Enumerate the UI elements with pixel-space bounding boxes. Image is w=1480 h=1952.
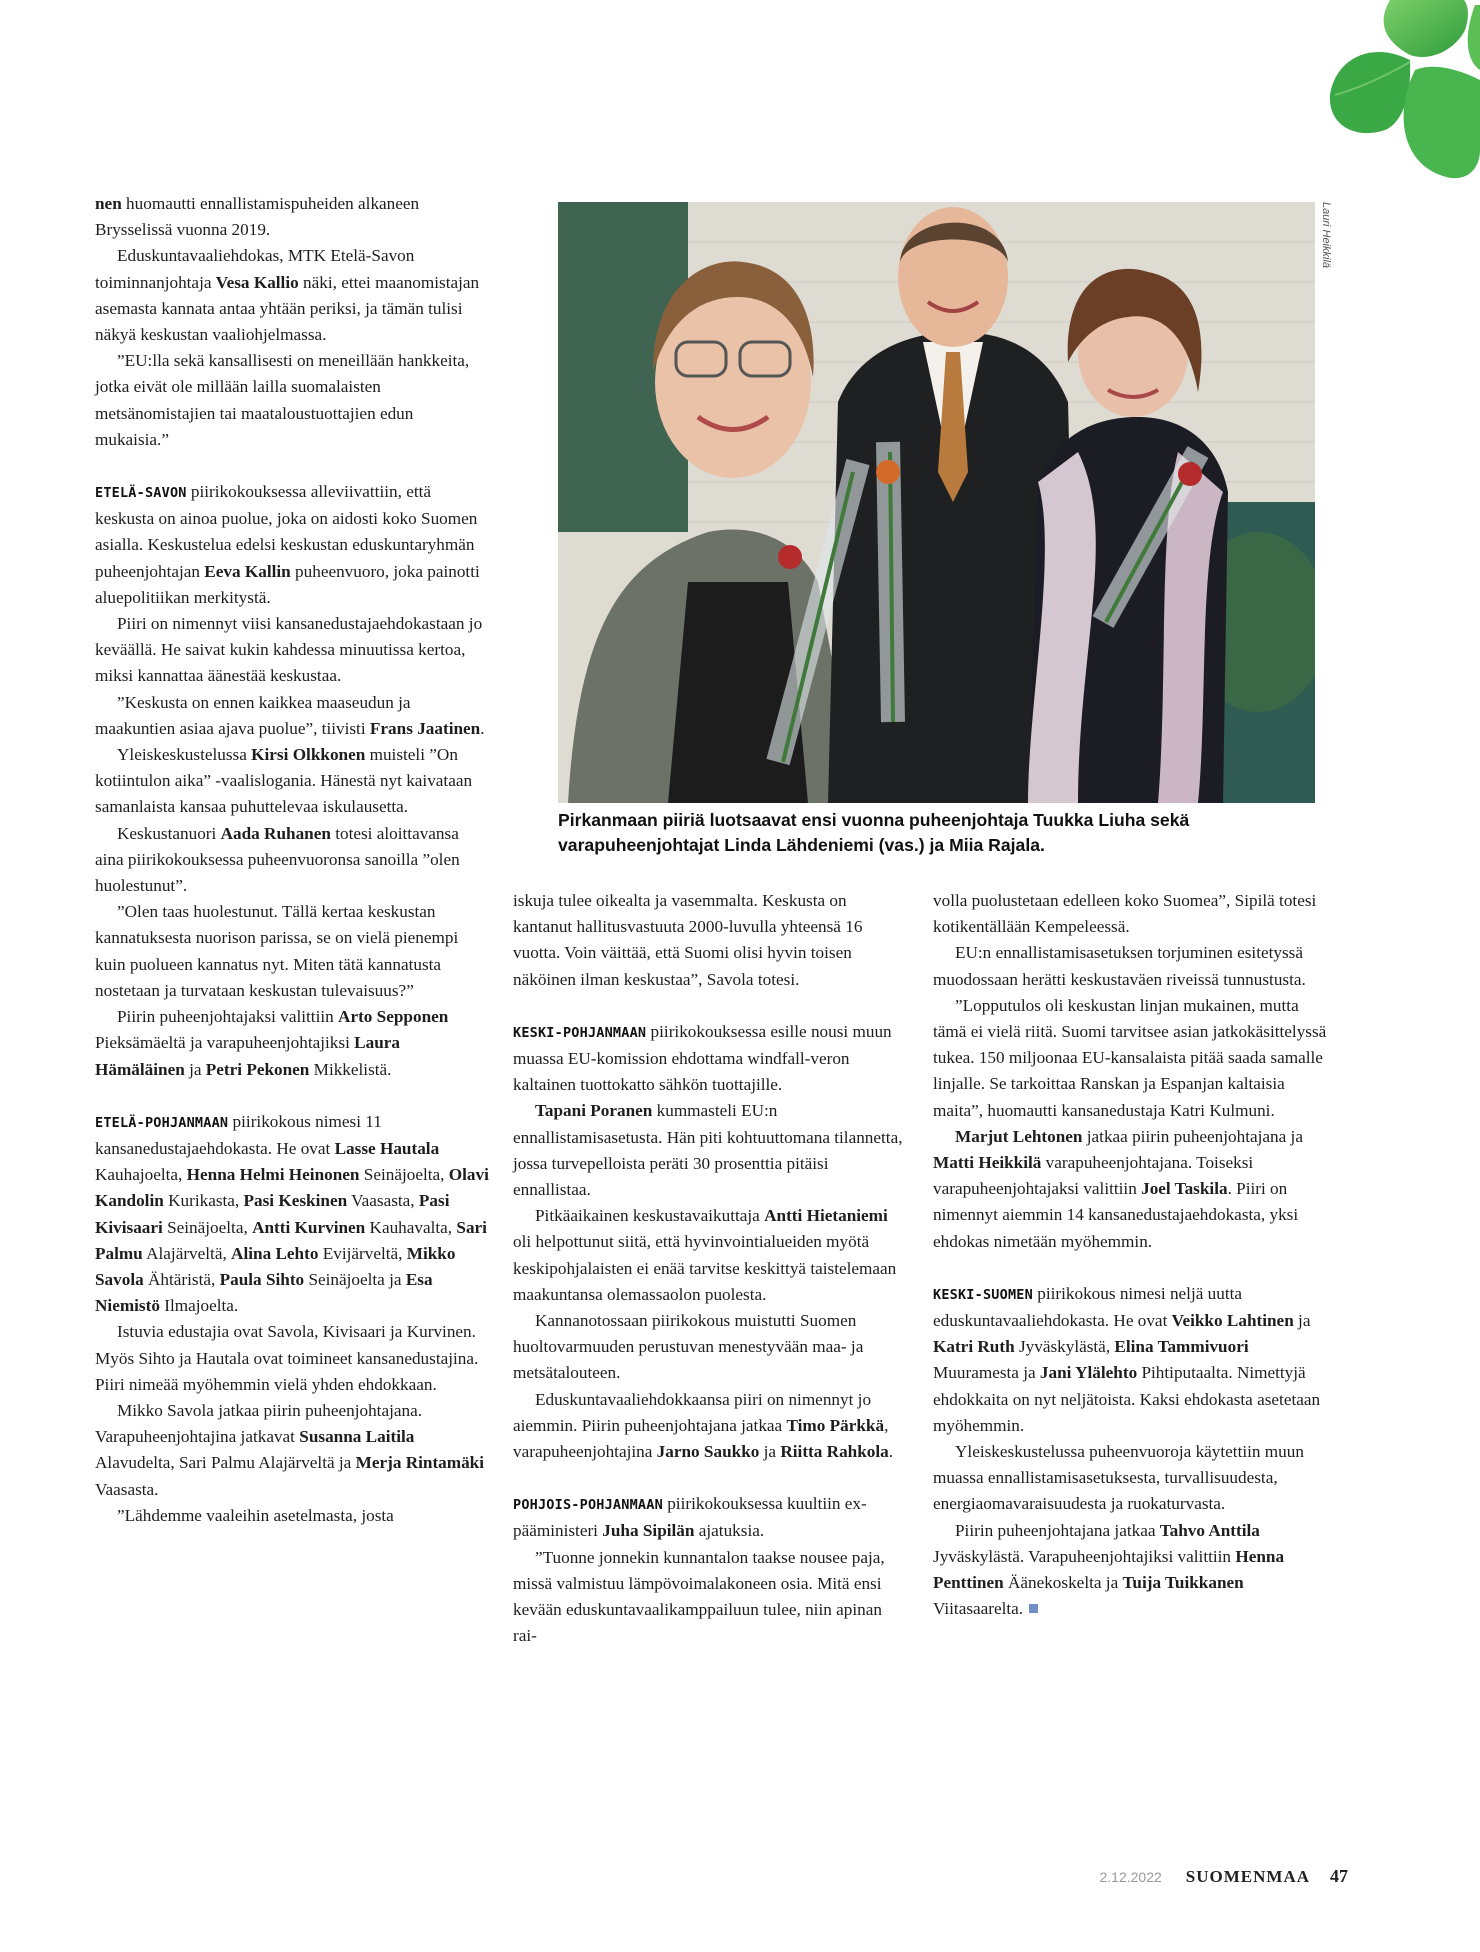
paragraph: Pitkäaikainen keskustavaikuttaja Antti Hietaniemi oli helpottunut siitä, että hyvinvointialueiden myötä keskipohjalaisten ei enää tarvitse keskittyä taistelemaan maakuntansa olemassaolon puolesta. (513, 1206, 897, 1304)
paragraph: nen huomautti ennallistamispuheiden alkaneen Brysselissä vuonna 2019. (95, 194, 420, 240)
quote-paragraph: ”Olen taas huolestunut. Tällä kertaa keskustan kannatuksesta nuorison parissa, se on vielä pienempi kuin puolueen kannatus nyt. Miten tätä kannatusta nostetaan ja turvataan keskustan tulevaisuus?” (95, 902, 459, 1000)
section-paragraph: ETELÄ-POHJANMAAN piirikokous nimesi 11 kansanedustajaehdokasta. He ovat Lasse Hautala Kauhajoelta, Henna Helmi Heinonen Seinäjoelta, Olavi Kandolin Kurikasta, Pasi Keskinen Vaasasta, Pasi Kivisaari Seinäjoelta, Antti Kurvinen Kauhavalta, Sari Palmu Alajärveltä, Alina Lehto Evijärveltä, Mikko Savola Ähtäristä, Paula Sihto Seinäjoelta ja Esa Niemistö Ilmajoelta. (95, 1111, 489, 1316)
section-heading: POHJOIS-POHJANMAAN (513, 1497, 663, 1514)
paragraph: Yleiskeskustelussa Kirsi Olkkonen muisteli ”On kotiintulon aika” -vaalislogania. Hänestä nyt kaivataan samanlaista kansaa puhuttelevaa iskulausetta. (95, 745, 473, 817)
quote-paragraph: ”Tuonne jonnekin kunnantalon taakse nousee paja, missä valmistuu lämpövoimalakoneen osia. Mitä ensi kevään eduskuntavaalikamppailuun tulee, niin apinan rai- (513, 1547, 885, 1646)
paragraph: Eduskuntavaaliehdokkaansa piiri on nimennyt jo aiemmin. Piirin puheenjohtajana jatkaa Timo Pärkkä, varapuheenjohtajina Jarno Saukko ja Riitta Rahkola. (513, 1389, 894, 1462)
quote-paragraph: ”Lopputulos oli keskustan linjan mukainen, mutta tämä ei vielä riitä. Suomi tarvitsee asian jatkokäsittelyssä tukea. 150 miljoonaa EU-kansalaista pitää saada samalle linjalle. Se tarkoittaa Ranskan ja Espanjan kaltaisia maita”, huomautti kansanedustaja Katri Kulmuni. (933, 995, 1327, 1120)
page-number: 47 (1330, 1866, 1348, 1886)
paragraph: Yleiskeskustelussa puheenvuoroja käytettiin muun muassa ennallistamisasetuksesta, turvallisuudesta, energiaomavaraisuudesta ja ruokaturvasta. (933, 1442, 1304, 1514)
photo-credit: Lauri Heikkilä (1320, 202, 1332, 269)
clover-logo-icon (1260, 0, 1480, 215)
section-paragraph: POHJOIS-POHJANMAAN piirikokouksessa kuultiin ex-pääministeri Juha Sipilän ajatuksia. (513, 1494, 867, 1541)
group-photo (558, 202, 1315, 803)
paragraph: Mikko Savola jatkaa piirin puheenjohtajana. Varapuheenjohtajina jatkavat Susanna Laitila Alavudelta, Sari Palmu Alajärveltä ja Merja Rintamäki Vaasasta. (95, 1400, 485, 1499)
paragraph: iskuja tulee oikealta ja vasemmalta. Keskusta on kantanut hallitusvastuuta 2000-luvulla yhteensä 16 vuotta. Voin väittää, että Suomi olisi hyvin toisen näköinen ilman keskustaa”, Savola totesi. (513, 891, 863, 989)
paragraph: Piirin puheenjohtajana jatkaa Tahvo Anttila Jyväskylästä. Varapuheenjohtajiksi valittiin Henna Penttinen Äänekoskelta ja Tuija Tuikkanen Viitasaarelta. (933, 1520, 1285, 1619)
paragraph: Keskustanuori Aada Ruhanen totesi aloittavansa aina piirikokouksessa puheenvuoronsa sanoilla ”olen huolestunut”. (95, 823, 460, 896)
section-paragraph: KESKI-SUOMEN piirikokous nimesi neljä uutta eduskuntavaaliehdokasta. He ovat Veikko Lahtinen ja Katri Ruth Jyväskylästä, Elina Tammivuori Muuramesta ja Jani Ylälehto Pihtiputaalta. Nimettyjä ehdokkaita on nyt neljätoista. Kaksi ehdokasta asetetaan myöhemmin. (933, 1283, 1321, 1435)
section-heading: KESKI-SUOMEN (933, 1286, 1033, 1303)
photo-caption: Pirkanmaan piiriä luotsaavat ensi vuonna puheenjohtaja Tuukka Liuha sekä varapuheenjohtajat Linda Lähdeniemi (vas.) ja Miia Rajala. (558, 810, 1190, 855)
photo-illustration (558, 202, 1315, 803)
article-column-1 (95, 191, 490, 1529)
paragraph: Istuvia edustajia ovat Savola, Kivisaari ja Kurvinen. Myös Sihto ja Hautala ovat toimineet kansanedustajina. Piiri nimeää myöhemmin vielä yhden ehdokkaan. (95, 1322, 479, 1394)
paragraph: Marjut Lehtonen jatkaa piirin puheenjohtajana ja Matti Heikkilä varapuheenjohtajana. Toiseksi varapuheenjohtajaksi valittiin Joel Taskila. Piiri on nimennyt aiemmin 14 kansanedustajaehdokasta, yksi ehdokas nimetään myöhemmin. (933, 1126, 1303, 1251)
quote-paragraph: ”Lähdemme vaaleihin asetelmasta, josta (117, 1505, 394, 1525)
section-heading: ETELÄ-SAVON (95, 485, 187, 502)
section-heading: ETELÄ-POHJANMAAN (95, 1114, 229, 1131)
paragraph: EU:n ennallistamisasetuksen torjuminen esitetyssä muodossaan herätti keskustaväen riveissä tunnustusta. (933, 943, 1306, 989)
magazine-name: SUOMENMAA (1185, 1867, 1310, 1886)
paragraph: ”Keskusta on ennen kaikkea maaseudun ja maakuntien asiaa ajava puolue”, tiivisti Frans Jaatinen. (95, 692, 485, 738)
paragraph: volla puolustetaan edelleen koko Suomea”, Sipilä totesi kotikentällään Kempeleessä. (933, 891, 1317, 937)
paragraph: Piiri on nimennyt viisi kansanedustajaehdokastaan jo keväällä. He saivat kukin kahdessa minuutissa kertoa, miksi kannattaa äänestää keskustaa. (95, 614, 483, 686)
paragraph: Piirin puheenjohtajaksi valittiin Arto Sepponen Pieksämäeltä ja varapuheenjohtajiksi Laura Hämäläinen ja Petri Pekonen Mikkelistä. (95, 1007, 449, 1079)
section-paragraph: KESKI-POHJANMAAN piirikokouksessa esille nousi muun muassa EU-komission ehdottama windfall-veron kaltainen tuottokatto sähkön tuottajille. (513, 1021, 892, 1095)
issue-date: 2.12.2022 (1099, 1869, 1162, 1885)
article-column-3 (933, 888, 1328, 1622)
paragraph: Kannanotossaan piirikokous muistutti Suomen huoltovarmuuden perustuvan menestyvään maa- ja metsätalouteen. (513, 1311, 864, 1383)
paragraph: Eduskuntavaaliehdokas, MTK Etelä-Savon toiminnanjohtaja Vesa Kallio näki, ettei maanomistajan asemasta kannata antaa yhtään periksi, ja tämän tulisi näkyä keskustan vaaliohjelmassa. (95, 246, 480, 345)
page-footer (1099, 1866, 1348, 1887)
paragraph: Tapani Poranen kummasteli EU:n ennallistamisasetusta. Hän piti kohtuuttomana tilannetta, jossa turvepelloista peräti 30 prosenttia pitäisi ennallistaa. (513, 1101, 903, 1200)
article-column-2 (513, 888, 905, 1649)
section-heading: KESKI-POHJANMAAN (513, 1024, 647, 1041)
quote-paragraph: ”EU:lla sekä kansallisesti on meneillään hankkeita, jotka eivät ole millään lailla suomalaisten metsänomistajien tai maataloustuottajien edun mukaisia.” (95, 351, 470, 449)
section-paragraph: ETELÄ-SAVON piirikokouksessa alleviivattiin, että keskusta on ainoa puolue, joka on aidosti koko Suomen asialla. Keskustelua edelsi keskustan eduskuntaryhmän puheenjohtajan Eeva Kallin puheenvuoro, joka painotti aluepolitiikan merkitystä. (95, 482, 480, 607)
end-mark-icon (1029, 1604, 1038, 1613)
